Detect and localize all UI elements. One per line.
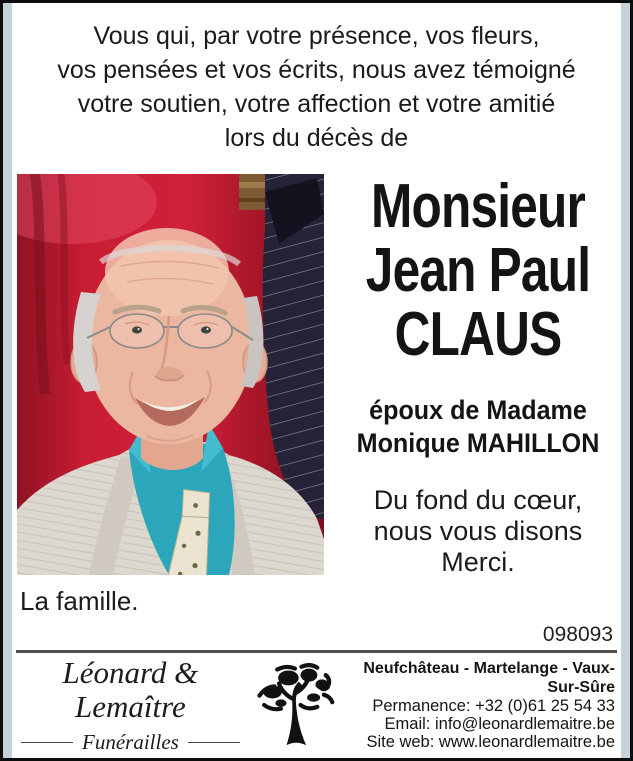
left-edge-stripe (3, 3, 12, 758)
intro-line: vos pensées et vos écrits, nous avez témoigné (57, 56, 576, 84)
deceased-portrait-photo (17, 174, 324, 575)
subtitle-left-rule (21, 742, 73, 743)
locations-line: Neufchâteau - Martelange - Vaux-Sur-Sûre (363, 660, 615, 696)
tree-logo-icon (250, 663, 338, 747)
footer-separator (16, 650, 617, 653)
announcement-column (334, 172, 622, 578)
deceased-salutation: Monsieur (370, 172, 586, 241)
funeral-home-name: Léonard & Lemaître (62, 654, 199, 724)
website-line: Site web: www.leonardlemaitre.be (366, 733, 615, 751)
spouse-line-text: Monique MAHILLON (356, 428, 600, 458)
contact-block (338, 659, 615, 751)
reference-number: 098093 (542, 623, 613, 646)
intro-paragraph (17, 19, 616, 155)
funeral-home-footer (21, 654, 615, 754)
funeral-home-type: Funérailles (82, 729, 179, 754)
spouse-line-text: époux de Madame (369, 395, 587, 425)
gratitude-text (334, 485, 622, 578)
funeral-home-subtitle (21, 730, 240, 755)
intro-line: votre soutien, votre affection et votre amitié (77, 90, 556, 118)
intro-line: lors du décès de (224, 124, 409, 152)
deceased-last-name: CLAUS (394, 300, 562, 369)
email-line: Email: info@leonardlemaitre.be (384, 715, 615, 733)
right-edge-stripe (621, 3, 630, 758)
phone-line: Permanence: +32 (0)61 25 54 33 (372, 697, 615, 715)
family-signature: La famille. (20, 586, 139, 616)
deceased-name (363, 172, 593, 369)
subtitle-right-rule (188, 742, 240, 743)
intro-line: Vous qui, par votre présence, vos fleurs, (93, 22, 540, 50)
gratitude-line: Du fond du cœur, (373, 485, 583, 515)
gratitude-line: nous vous disons (373, 516, 583, 546)
funeral-home-brand (21, 656, 240, 755)
deceased-first-names: Jean Paul (365, 236, 591, 305)
spouse-line (344, 394, 612, 460)
gratitude-line: Merci. (441, 547, 515, 577)
